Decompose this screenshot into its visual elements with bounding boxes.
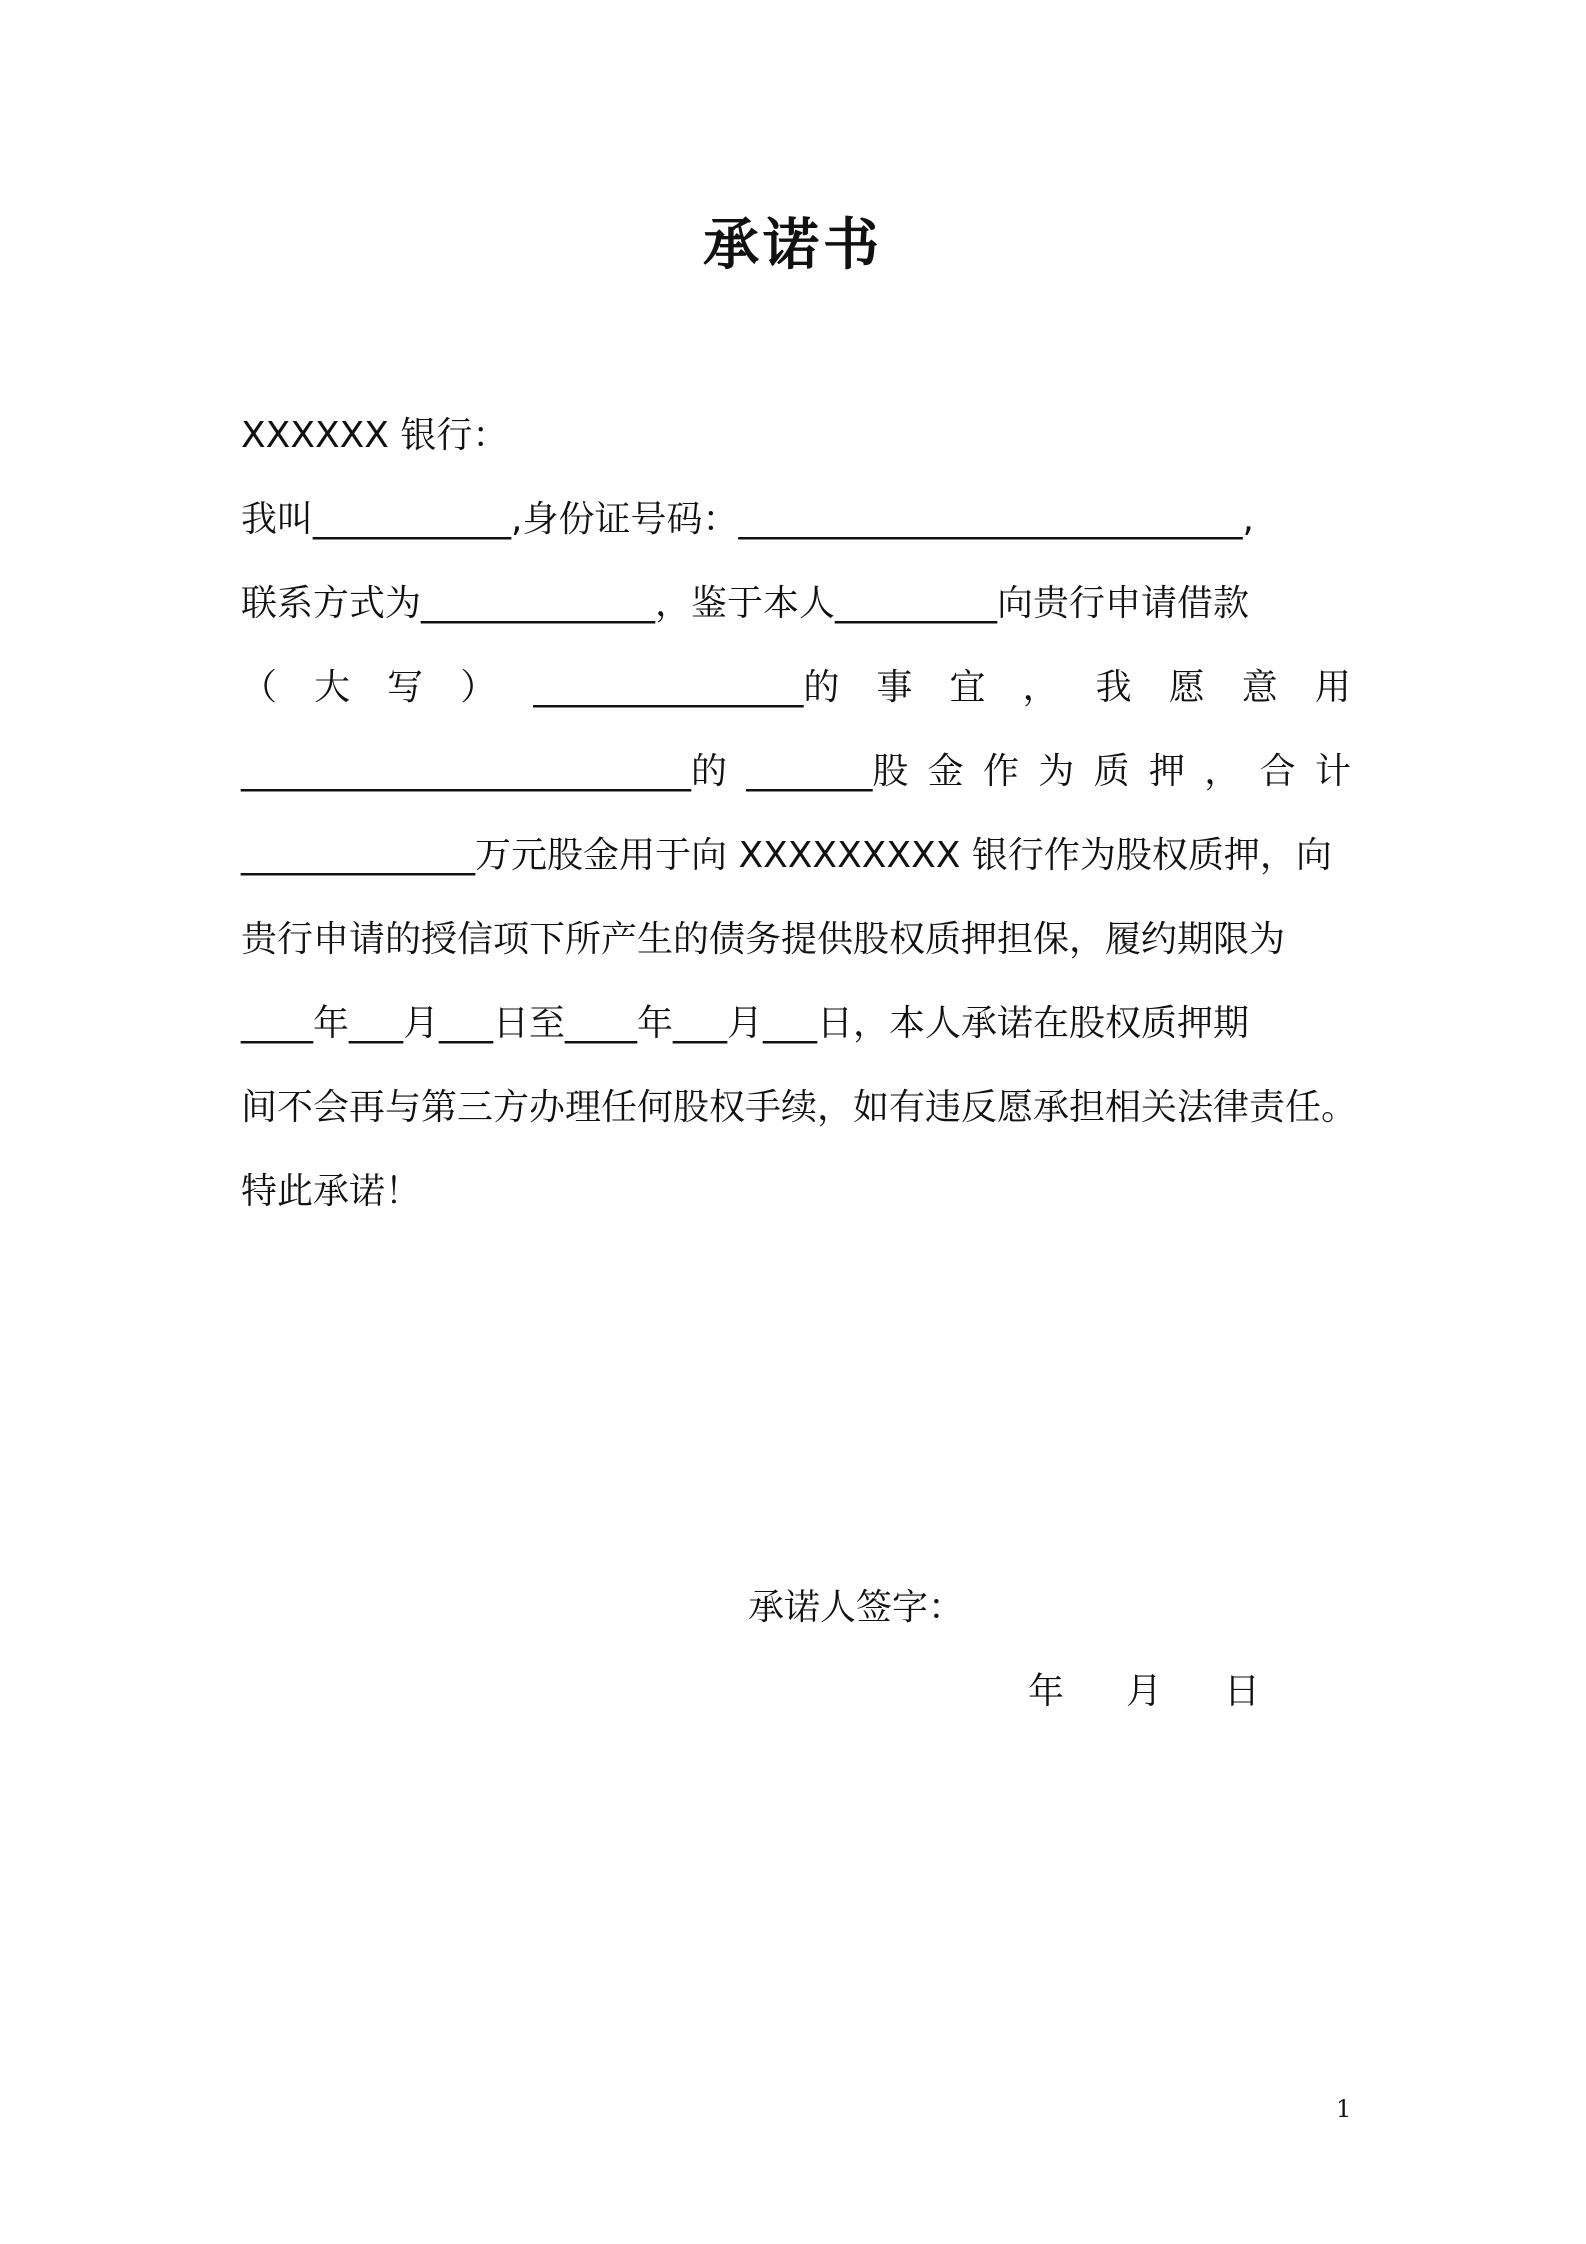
date-day: 日 bbox=[1224, 1671, 1261, 1712]
body-line-3-part: 大 bbox=[314, 667, 351, 708]
body-line-3 bbox=[241, 664, 1351, 712]
body-line-3-part: ， bbox=[1022, 667, 1059, 708]
body-line-4-part: 押 bbox=[1148, 751, 1185, 792]
body-line-4 bbox=[241, 748, 1351, 796]
body-line-2: 联系方式为_____________，鉴于本人_________向贵行申请借款 bbox=[241, 583, 1250, 624]
body-line-4-part: _________________________的 bbox=[241, 751, 727, 792]
body-line-3-part: （ bbox=[241, 667, 278, 708]
body-line-4-part: 计 bbox=[1314, 751, 1351, 792]
body-line-4-part: 作 bbox=[982, 751, 1019, 792]
date-month: 月 bbox=[1126, 1671, 1163, 1712]
body-line-1: 我叫___________,身份证号码：____________________________, bbox=[241, 499, 1254, 540]
body-line-7: ____年___月___日至____年___月___日，本人承诺在股权质押期 bbox=[241, 1003, 1250, 1044]
body-line-8: 间不会再与第三方办理任何股权手续，如有违反愿承担相关法律责任。 bbox=[241, 1087, 1358, 1128]
body-line-5: _____________万元股金用于向 XXXXXXXXX 银行作为股权质押，向 bbox=[241, 835, 1332, 876]
body-line-4-part: 为 bbox=[1038, 751, 1075, 792]
body-line-4-part: 质 bbox=[1093, 751, 1130, 792]
document-title: 承诺书 bbox=[703, 213, 883, 278]
page-number: 1 bbox=[1336, 2095, 1352, 2123]
signature-label: 承诺人签字： bbox=[748, 1587, 965, 1628]
body-line-4-part: 合 bbox=[1259, 751, 1296, 792]
signature-date bbox=[1028, 1668, 1260, 1716]
body-line-3-part: 事 bbox=[876, 667, 913, 708]
body-line-3-part: 意 bbox=[1241, 667, 1278, 708]
closing-line: 特此承诺！ bbox=[241, 1171, 422, 1212]
body-line-3-part: 宜 bbox=[949, 667, 986, 708]
date-year: 年 bbox=[1028, 1671, 1065, 1712]
body-line-3-part: 用 bbox=[1314, 667, 1351, 708]
addressee: XXXXXX 银行： bbox=[241, 415, 509, 456]
body-line-3-part: _______________的 bbox=[533, 667, 840, 708]
body-line-3-part: 愿 bbox=[1168, 667, 1205, 708]
body-line-3-part: 写 bbox=[387, 667, 424, 708]
body-line-4-part: ， bbox=[1204, 751, 1241, 792]
body-line-3-part: ） bbox=[460, 667, 497, 708]
body-line-6: 贵行申请的授信项下所产生的债务提供股权质押担保，履约期限为 bbox=[241, 919, 1286, 960]
body-line-4-part: 金 bbox=[927, 751, 964, 792]
body-line-4-part: _______股 bbox=[746, 751, 909, 792]
body-line-3-part: 我 bbox=[1095, 667, 1132, 708]
